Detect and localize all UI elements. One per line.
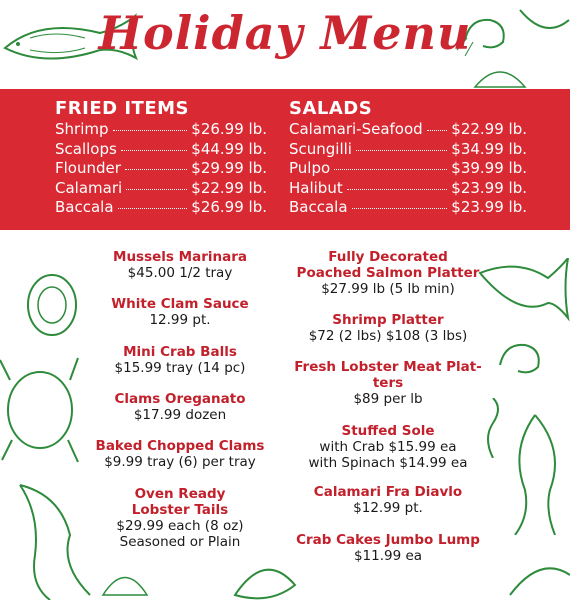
dot-leader [113, 130, 188, 131]
menu-item-name: Fresh Lobster Meat Plat- [294, 359, 482, 375]
menu-item [288, 312, 488, 344]
menu-item-name: Clams Oreganato [114, 391, 246, 407]
fried-items-list [55, 120, 267, 218]
salad-item-price: $22.99 lb. [451, 120, 527, 138]
dot-leader [118, 208, 188, 209]
oyster-illustration-left [22, 270, 82, 340]
fried-item-price: $44.99 lb. [191, 139, 267, 158]
menu-item-name: Mini Crab Balls [123, 344, 237, 360]
salads-heading: SALADS [289, 98, 373, 119]
salad-item-row [289, 159, 527, 179]
lemon-illustration-bottom [100, 565, 150, 600]
menu-item-name: ters [372, 375, 404, 391]
menu-item-name: Crab Cakes Jumbo Lump [296, 532, 480, 548]
salmon-illustration-right [478, 258, 570, 328]
fried-item-row [55, 179, 267, 199]
menu-item-price: 12.99 pt. [149, 312, 211, 328]
menu-item-price: Seasoned or Plain [119, 534, 241, 550]
squid-illustration-right [495, 410, 570, 535]
fried-item-row [55, 120, 267, 140]
menu-item [80, 249, 280, 281]
menu-item-price: $72 (2 lbs) $108 (3 lbs) [308, 328, 468, 344]
dot-leader [427, 130, 448, 131]
dot-leader [352, 208, 448, 209]
fried-item-row [55, 140, 267, 160]
salad-item-price: $34.99 lb. [451, 139, 527, 158]
menu-item [80, 296, 280, 328]
fried-item-name: Shrimp [55, 120, 109, 138]
menu-item-price: $11.99 ea [353, 548, 423, 564]
salad-item-row [289, 198, 527, 218]
salad-item-price: $23.99 lb. [451, 178, 527, 197]
menu-item [288, 423, 488, 471]
lemon-illustration-top-right [470, 62, 530, 90]
menu-item-name: Calamari Fra Diavlo [313, 484, 463, 500]
menu-item [288, 484, 488, 516]
crab-illustration-left [0, 350, 80, 470]
fried-item-price: $29.99 lb. [191, 159, 267, 177]
fried-item-price: $26.99 lb. [191, 198, 267, 216]
dot-leader [125, 169, 187, 170]
dot-leader [126, 189, 187, 190]
fried-item-name: Baccala [55, 198, 114, 216]
shrimp-illustration-right [490, 335, 550, 385]
menu-item [288, 359, 488, 407]
menu-item-price: $45.00 1/2 tray [127, 265, 233, 281]
menu-item [80, 438, 280, 470]
menu-item-name: Stuffed Sole [341, 423, 435, 439]
menu-item-name: Fully Decorated [328, 249, 448, 265]
salad-item-name: Halibut [289, 178, 343, 197]
dot-leader [347, 189, 448, 190]
menu-item-name: Shrimp Platter [332, 312, 444, 328]
menu-item-price: with Spinach $14.99 ea [308, 455, 468, 471]
menu-item [80, 486, 280, 550]
fried-items-heading: FRIED ITEMS [55, 98, 190, 119]
salad-item-name: Scungilli [289, 139, 352, 158]
menu-item [80, 344, 280, 376]
menu-item-price: $9.99 tray (6) per tray [104, 454, 256, 470]
dot-leader [121, 150, 187, 151]
menu-item-price: $29.99 each (8 oz) [116, 518, 244, 534]
menu-item [80, 391, 280, 423]
menu-item-name: Baked Chopped Clams [95, 438, 265, 454]
fried-item-name: Calamari [55, 178, 123, 197]
menu-item-price: $17.99 dozen [133, 407, 227, 423]
fish-illustration-bottom-right [505, 555, 570, 600]
page-title: Holiday Menu [98, 6, 472, 60]
fried-item-row [55, 159, 267, 179]
salad-item-price: $23.99 lb. [451, 198, 527, 216]
salad-item-name: Calamari-Seafood [289, 120, 423, 138]
fried-items-section [55, 98, 267, 218]
menu-item-price: $89 per lb [353, 391, 423, 407]
salad-item-name: Baccala [289, 198, 348, 216]
fried-item-price: $26.99 lb. [191, 120, 267, 138]
menu-item-price: with Crab $15.99 ea [319, 439, 457, 455]
menu-item-name: Oven Ready [134, 486, 226, 502]
menu-item-price: $15.99 tray (14 pc) [114, 360, 246, 376]
fried-item-name: Flounder [55, 159, 121, 177]
fried-item-row [55, 198, 267, 218]
menu-item-name: White Clam Sauce [111, 296, 249, 312]
fried-item-price: $22.99 lb. [191, 178, 267, 197]
fried-item-name: Scallops [55, 139, 117, 158]
salad-item-row [289, 140, 527, 160]
dot-leader [334, 169, 447, 170]
salad-item-name: Pulpo [289, 159, 331, 177]
salads-section [289, 98, 527, 218]
salad-item-row [289, 179, 527, 199]
salad-item-price: $39.99 lb. [451, 159, 527, 177]
menu-item-price: $12.99 pt. [353, 500, 423, 516]
menu-item [288, 249, 488, 297]
menu-item-price: $27.99 lb (5 lb min) [321, 281, 455, 297]
dot-leader [356, 150, 447, 151]
menu-item-name: Poached Salmon Platter [296, 265, 480, 281]
salads-list [289, 120, 527, 218]
menu-item-name: Mussels Marinara [113, 249, 247, 265]
menu-item-name: Lobster Tails [131, 502, 229, 518]
menu-item [288, 532, 488, 564]
salad-item-row [289, 120, 527, 140]
